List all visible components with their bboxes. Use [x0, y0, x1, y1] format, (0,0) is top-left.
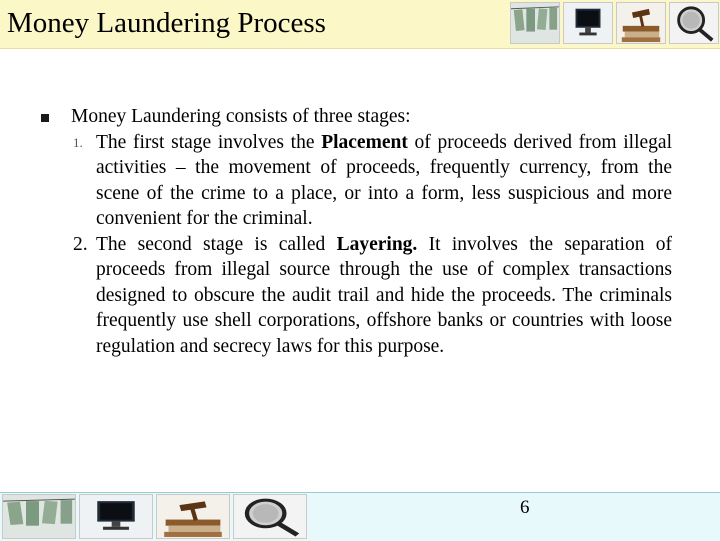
money-clothesline-image — [510, 2, 560, 44]
gavel-on-books-image — [616, 2, 666, 44]
gavel-on-books-image — [156, 494, 230, 539]
bullet-text: Money Laundering consists of three stages: — [71, 106, 411, 127]
computer-monitor-image — [563, 2, 613, 44]
stage-term: Layering. — [336, 233, 418, 255]
slide-body — [40, 104, 672, 359]
stage-text-after: It involves the separation of proceeds from illegal source through the use of complex transactions designed to obscure the audit trail and hide the proceeds. The criminals frequently use shell corporations, offshore banks or countries with loose regulation and secrecy laws for this purpose. — [96, 233, 672, 357]
header-image-strip — [510, 2, 719, 44]
stage-text-after: of proceeds derived from illegal activities – the movement of proceeds, frequently currency, from the scene of the crime to a place, or into a form, less suspicious and more convenient for the criminal. — [96, 131, 672, 229]
stage-number: 2. — [73, 233, 88, 255]
stage-number: 1. — [73, 134, 83, 150]
page-number: 6 — [520, 497, 530, 518]
square-bullet-icon — [41, 114, 49, 122]
bullet-item — [40, 104, 672, 130]
stage-list — [40, 130, 672, 360]
money-clothesline-image — [2, 494, 76, 539]
slide-title: Money Laundering Process — [7, 7, 326, 39]
magnifying-glass-image — [233, 494, 307, 539]
stage-item-layering — [40, 232, 672, 360]
stage-text-before: The first stage involves the — [96, 131, 322, 153]
stage-text-before: The second stage is called — [96, 233, 337, 255]
stage-term: Placement — [321, 131, 408, 153]
magnifying-glass-image — [669, 2, 719, 44]
computer-monitor-image — [79, 494, 153, 539]
stage-item-placement — [40, 130, 672, 232]
footer-image-strip — [2, 494, 307, 539]
